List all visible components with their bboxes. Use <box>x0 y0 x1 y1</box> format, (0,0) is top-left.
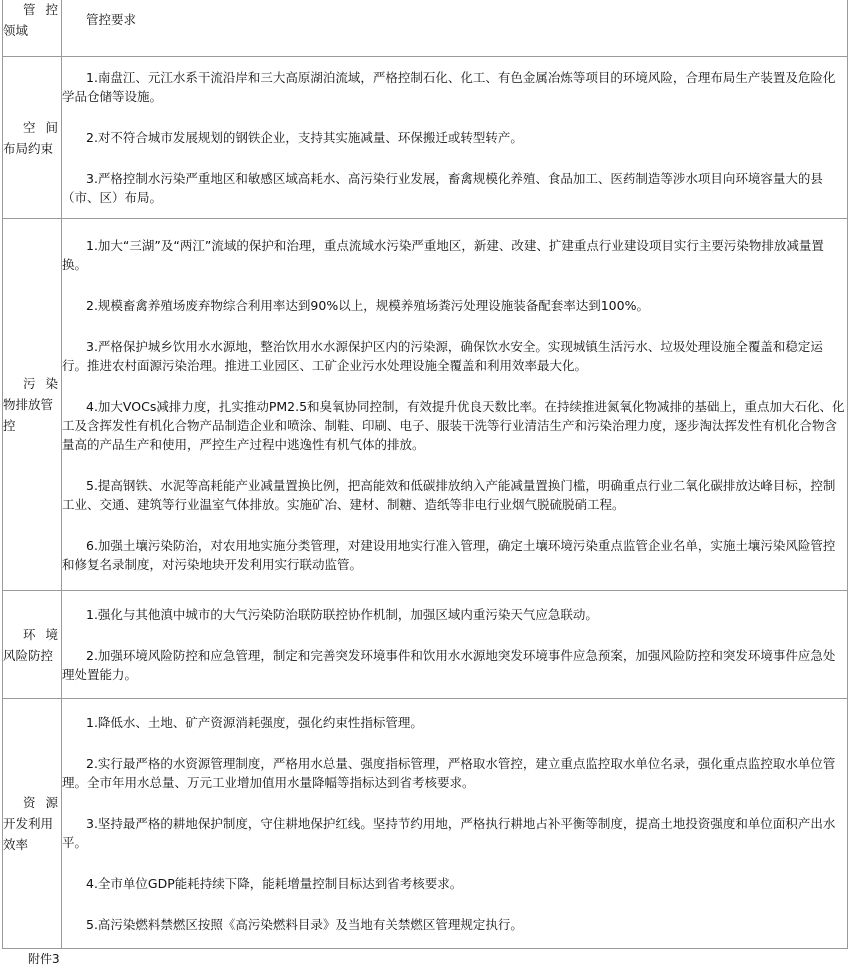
table-row <box>3 219 848 591</box>
requirement-item: 3.严格保护城乡饮用水水源地，整治饮用水水源保护区内的污染源，确保饮水安全。实现城镇生活污水、垃圾处理设施全覆盖和稳定运行。推进农村面源污染治理。推进工业园区、工矿企业污水处理设施全覆盖和利用效率最大化。 <box>62 338 823 373</box>
requirement-item: 1.降低水、土地、矿产资源消耗强度，强化约束性指标管理。 <box>86 715 423 730</box>
requirement-item: 4.全市单位GDP能耗持续下降，能耗增量控制目标达到省考核要求。 <box>86 876 463 891</box>
regulation-table <box>2 0 848 949</box>
category-line2: 开发利用效率 <box>3 816 54 852</box>
requirement-item: 2.对不符合城市发展规划的钢铁企业，支持其实施减量、环保搬迁或转型转产。 <box>86 130 523 145</box>
category-line1: 污 染 <box>23 376 61 391</box>
category-line1: 资 源 <box>23 795 61 810</box>
category-cell <box>3 219 62 591</box>
header-category-line1: 管 控 <box>23 2 61 17</box>
header-category-cell <box>3 0 62 57</box>
requirement-cell <box>62 219 848 591</box>
header-category-line2: 领域 <box>3 23 29 38</box>
requirement-cell <box>62 57 848 219</box>
requirement-item: 5.提高钢铁、水泥等高耗能产业减量置换比例，把高能效和低碳排放纳入产能减量置换门槛，明确重点行业二氧化碳排放达峰目标，控制工业、交通、建筑等行业温室气体排放。实施矿冶、建材、制糖、造纸等非电行业烟气脱硫脱硝工程。 <box>62 477 836 512</box>
table-row <box>3 591 848 699</box>
requirement-item: 1.加大“三湖”及“两江”流域的保护和治理，重点流域水污染严重地区，新建、改建、扩建重点行业建设项目实行主要污染物排放减量置换。 <box>62 237 824 272</box>
table-header-row <box>3 0 848 57</box>
category-cell <box>3 57 62 219</box>
requirement-item: 3.严格控制水污染严重地区和敏感区域高耗水、高污染行业发展，畜禽规模化养殖、食品加工、医药制造等涉水项目向环境容量大的县（市、区）布局。 <box>62 171 823 205</box>
requirement-cell <box>62 699 848 949</box>
header-requirement-cell <box>62 0 848 57</box>
category-cell <box>3 591 62 699</box>
category-line2: 布局约束 <box>3 140 54 156</box>
table-row <box>3 699 848 949</box>
requirement-item: 1.强化与其他滇中城市的大气污染防治联防联控协作机制，加强区域内重污染天气应急联动。 <box>86 607 598 622</box>
requirement-item: 6.加强土壤污染防治，对农用地实施分类管理，对建设用地实行准入管理，确定土壤环境污染重点监管企业名单，实施土壤污染风险管控和修复名录制度，对污染地块开发利用实行联动监管。 <box>62 537 836 572</box>
table-row <box>3 57 848 219</box>
requirement-item: 4.加大VOCs减排力度，扎实推动PM2.5和臭氧协同控制，有效提升优良天数比率。在持续推进氮氧化物减排的基础上，重点加大石化、化工及含挥发性有机化合物产品制造企业和喷涂、制鞋、印刷、电子、服装干洗等行业清洁生产和污染治理力度，逐步淘汰挥发性有机化合物含量高的产品生产和使用，严控生产过程中逃逸性有机气体的排放。 <box>62 398 845 452</box>
requirement-item: 3.坚持最严格的耕地保护制度，守住耕地保护红线。坚持节约用地，严格执行耕地占补平衡等制度，提高土地投资强度和单位面积产出水平。 <box>62 816 836 850</box>
category-line2: 风险防控 <box>3 647 54 663</box>
category-line2: 物排放管控 <box>3 397 54 433</box>
attachment-label: 附件3 <box>28 952 60 966</box>
requirement-item: 1.南盘江、元江水系干流沿岸和三大高原湖泊流域，严格控制石化、化工、有色金属冶炼等项目的环境风险，合理布局生产装置及危险化学品仓储等设施。 <box>62 70 836 104</box>
category-line1: 环 境 <box>23 626 61 642</box>
header-requirement-label: 管控要求 <box>86 12 137 27</box>
category-line1: 空 间 <box>23 119 61 135</box>
requirement-item: 2.加强环境风险防控和应急管理，制定和完善突发环境事件和饮用水水源地突发环境事件应急预案，加强风险防控和突发环境事件应急处理处置能力。 <box>62 648 836 682</box>
requirement-item: 5.高污染燃料禁燃区按照《高污染燃料目录》及当地有关禁燃区管理规定执行。 <box>86 917 523 932</box>
category-cell <box>3 699 62 949</box>
requirement-item: 2.实行最严格的水资源管理制度，严格用水总量、强度指标管理，严格取水管控，建立重点监控取水单位名录，强化重点监控取水单位管理。全市年用水总量、万元工业增加值用水量降幅等指标达到省考核要求。 <box>62 756 836 790</box>
requirement-item: 2.规模畜禽养殖场废弃物综合利用率达到90%以上，规模养殖场粪污处理设施装备配套率达到100%。 <box>86 297 649 313</box>
requirement-cell <box>62 591 848 699</box>
